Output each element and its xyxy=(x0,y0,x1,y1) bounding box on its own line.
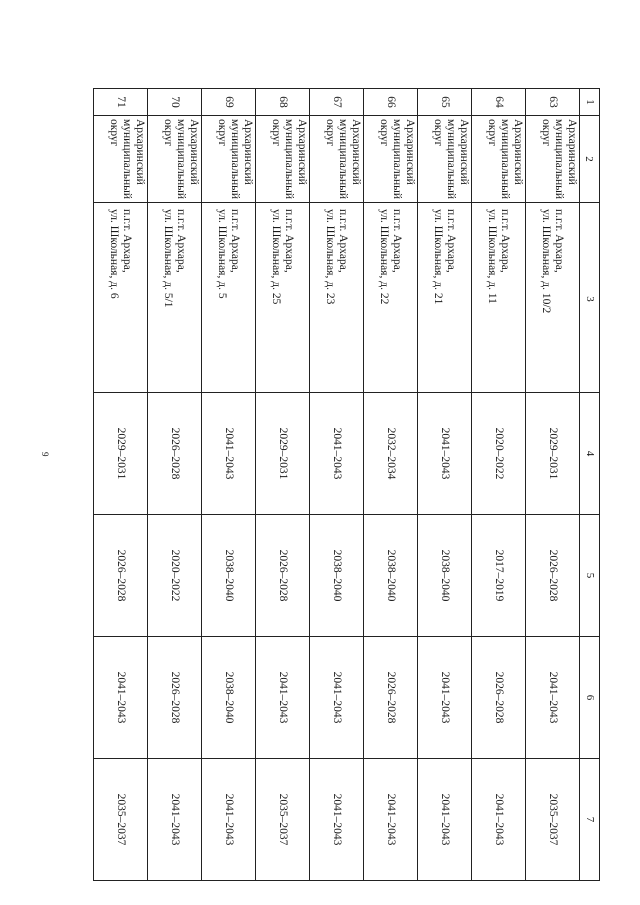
period-cell: 2020–2022 xyxy=(472,393,526,515)
address-line: п.г.т. Архара, xyxy=(175,209,188,273)
address-cell xyxy=(94,203,148,393)
municipality-line: Архаринский xyxy=(350,119,362,185)
municipality-line: округ xyxy=(108,119,120,147)
header-cell: 2 xyxy=(580,116,600,203)
address-cell xyxy=(364,203,418,393)
table-row xyxy=(472,89,526,881)
period-cell: 2026–2028 xyxy=(94,515,148,637)
address-line: п.г.т. Архара, xyxy=(499,209,512,273)
period-cell: 2020–2022 xyxy=(148,515,202,637)
municipality-line: округ xyxy=(270,119,282,147)
period-cell: 2041–2043 xyxy=(148,759,202,881)
municipality-line: Архаринский xyxy=(404,119,416,185)
period-cell: 2041–2043 xyxy=(472,759,526,881)
row-number-cell: 64 xyxy=(472,89,526,116)
municipality-line: муниципальный xyxy=(445,119,457,200)
table-header-row xyxy=(580,89,600,881)
period-cell: 2029–2031 xyxy=(526,393,580,515)
municipality-line: округ xyxy=(162,119,174,147)
header-cell: 7 xyxy=(580,759,600,881)
period-cell: 2041–2043 xyxy=(310,393,364,515)
header-cell: 6 xyxy=(580,637,600,759)
address-line: п.г.т. Архара, xyxy=(337,209,350,273)
period-cell: 2041–2043 xyxy=(256,637,310,759)
municipality-cell xyxy=(364,116,418,203)
rotated-table-container xyxy=(108,88,600,846)
address-line: п.г.т. Архара, xyxy=(445,209,458,273)
period-cell: 2041–2043 xyxy=(310,759,364,881)
municipality-line: округ xyxy=(324,119,336,147)
address-line: ул. Школьная, д. 23 xyxy=(324,209,337,305)
municipality-cell xyxy=(418,116,472,203)
period-cell: 2041–2043 xyxy=(418,637,472,759)
header-cell: 3 xyxy=(580,203,600,393)
row-number-cell: 71 xyxy=(94,89,148,116)
municipality-line: муниципальный xyxy=(283,119,295,200)
municipality-cell xyxy=(526,116,580,203)
municipality-line: округ xyxy=(216,119,228,147)
address-line: п.г.т. Архара, xyxy=(553,209,566,273)
municipality-line: Архаринский xyxy=(242,119,254,185)
municipality-line: округ xyxy=(486,119,498,147)
address-cell xyxy=(256,203,310,393)
address-cell xyxy=(310,203,364,393)
header-cell: 4 xyxy=(580,393,600,515)
address-line: ул. Школьная, д. 21 xyxy=(432,209,445,305)
municipality-cell xyxy=(472,116,526,203)
municipality-line: муниципальный xyxy=(391,119,403,200)
period-cell: 2026–2028 xyxy=(364,637,418,759)
period-cell: 2041–2043 xyxy=(418,759,472,881)
municipality-line: муниципальный xyxy=(121,119,133,200)
table-row xyxy=(526,89,580,881)
municipality-line: муниципальный xyxy=(175,119,187,200)
period-cell: 2041–2043 xyxy=(202,759,256,881)
table-row xyxy=(310,89,364,881)
table-row xyxy=(148,89,202,881)
period-cell: 2026–2028 xyxy=(472,637,526,759)
municipality-line: Архаринский xyxy=(512,119,524,185)
address-cell xyxy=(418,203,472,393)
municipality-line: Архаринский xyxy=(296,119,308,185)
row-number-cell: 68 xyxy=(256,89,310,116)
row-number-cell: 69 xyxy=(202,89,256,116)
period-cell: 2035–2037 xyxy=(256,759,310,881)
period-cell: 2041–2043 xyxy=(526,637,580,759)
address-line: п.г.т. Архара, xyxy=(283,209,296,273)
address-line: п.г.т. Архара, xyxy=(229,209,242,273)
table-row xyxy=(256,89,310,881)
municipality-cell xyxy=(256,116,310,203)
municipality-cell xyxy=(148,116,202,203)
municipality-line: муниципальный xyxy=(337,119,349,200)
address-line: ул. Школьная, д. 10/2 xyxy=(540,209,553,314)
period-cell: 2032–2034 xyxy=(364,393,418,515)
table-row xyxy=(202,89,256,881)
period-cell: 2029–2031 xyxy=(256,393,310,515)
period-cell: 2035–2037 xyxy=(94,759,148,881)
address-line: п.г.т. Архара, xyxy=(121,209,134,273)
row-number-cell: 65 xyxy=(418,89,472,116)
period-cell: 2041–2043 xyxy=(310,637,364,759)
address-cell xyxy=(472,203,526,393)
address-line: ул. Школьная, д. 5 xyxy=(216,209,229,299)
address-cell xyxy=(148,203,202,393)
municipality-line: округ xyxy=(432,119,444,147)
municipality-cell xyxy=(202,116,256,203)
address-cell xyxy=(202,203,256,393)
period-cell: 2017–2019 xyxy=(472,515,526,637)
row-number-cell: 66 xyxy=(364,89,418,116)
period-cell: 2041–2043 xyxy=(94,637,148,759)
table-row xyxy=(418,89,472,881)
period-cell: 2026–2028 xyxy=(256,515,310,637)
period-cell: 2029–2031 xyxy=(94,393,148,515)
period-cell: 2026–2028 xyxy=(148,637,202,759)
row-number-cell: 67 xyxy=(310,89,364,116)
municipality-line: муниципальный xyxy=(229,119,241,200)
period-cell: 2041–2043 xyxy=(364,759,418,881)
table-row xyxy=(364,89,418,881)
header-cell: 1 xyxy=(580,89,600,116)
municipality-line: округ xyxy=(378,119,390,147)
period-cell: 2026–2028 xyxy=(526,515,580,637)
period-cell: 2038–2040 xyxy=(418,515,472,637)
row-number-cell: 63 xyxy=(526,89,580,116)
period-cell: 2038–2040 xyxy=(202,637,256,759)
municipality-line: Архаринский xyxy=(566,119,578,185)
address-line: ул. Школьная, д. 6 xyxy=(108,209,121,299)
municipality-cell xyxy=(94,116,148,203)
period-cell: 2038–2040 xyxy=(310,515,364,637)
municipality-line: Архаринский xyxy=(458,119,470,185)
period-cell: 2041–2043 xyxy=(202,393,256,515)
address-line: ул. Школьная, д. 5/1 xyxy=(162,209,175,308)
municipality-line: округ xyxy=(540,119,552,147)
period-cell: 2035–2037 xyxy=(526,759,580,881)
municipality-line: Архаринский xyxy=(188,119,200,185)
municipality-line: муниципальный xyxy=(499,119,511,200)
address-line: ул. Школьная, д. 22 xyxy=(378,209,391,305)
municipality-line: Архаринский xyxy=(134,119,146,185)
address-line: п.г.т. Архара, xyxy=(391,209,404,273)
address-line: ул. Школьная, д. 25 xyxy=(270,209,283,305)
period-cell: 2038–2040 xyxy=(202,515,256,637)
page-number: 9 xyxy=(40,452,50,457)
municipality-line: муниципальный xyxy=(553,119,565,200)
municipality-cell xyxy=(310,116,364,203)
table-row xyxy=(94,89,148,881)
period-cell: 2038–2040 xyxy=(364,515,418,637)
schedule-table xyxy=(93,88,600,881)
address-cell xyxy=(526,203,580,393)
period-cell: 2041–2043 xyxy=(418,393,472,515)
header-cell: 5 xyxy=(580,515,600,637)
period-cell: 2026–2028 xyxy=(148,393,202,515)
address-line: ул. Школьная, д. 11 xyxy=(486,209,499,304)
row-number-cell: 70 xyxy=(148,89,202,116)
